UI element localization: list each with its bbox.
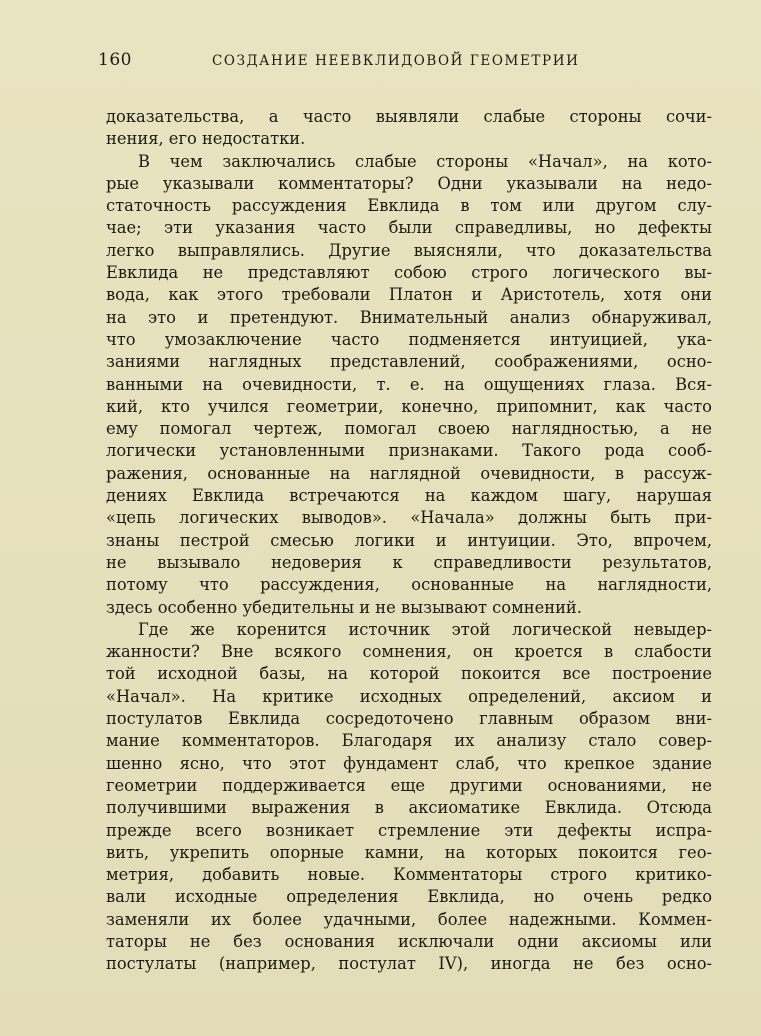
running-title: СОЗДАНИЕ НЕЕВКЛИДОВОЙ ГЕОМЕТРИИ [212, 53, 580, 69]
text-line: потому что рассуждения, основанные на наглядности, [106, 575, 712, 595]
text-line: что умозаключение часто подменяется интуицией, ука- [106, 329, 712, 349]
text-line: знаны пестрой смесью логики и интуиции. Это, впрочем, [106, 530, 712, 550]
text-line: доказательства, а часто выявляли слабые стороны сочи- [106, 107, 712, 126]
text-line: получившими выражения в аксиоматике Евклида. Отсюда [106, 798, 712, 818]
text-line: дениях Евклида встречаются на каждом шагу, нарушая [106, 486, 712, 506]
paragraph [106, 106, 712, 151]
text-line: постулаты (например, постулат IV), иногда не без осно- [106, 954, 712, 974]
text-line: шенно ясно, что этот фундамент слаб, что крепкое здание [106, 753, 712, 773]
text-line: ему помогал чертеж, помогал своею наглядностью, а не [106, 419, 712, 439]
text-line: вить, укрепить опорные камни, на которых покоится гео- [106, 842, 712, 862]
text-line: кий, кто учился геометрии, конечно, припомнит, как часто [106, 396, 712, 416]
text-line: заменяли их более удачными, более надежными. Коммен- [106, 909, 712, 929]
body-text [106, 106, 712, 976]
text-line: логически установленными признаками. Такого рода сооб- [106, 441, 712, 461]
text-line: жанности? Вне всякого сомнения, он кроется в слабости [106, 642, 712, 662]
text-line: «цепь логических выводов». «Начала» должны быть при- [106, 508, 712, 528]
text-line: мание комментаторов. Благодаря их анализу стало совер- [106, 731, 712, 751]
text-line: прежде всего возникает стремление эти дефекты испра- [106, 820, 712, 840]
text-line: заниями наглядных представлений, соображениями, осно- [106, 352, 712, 372]
text-line: нения, его недостатки. [106, 129, 306, 149]
text-line: вали исходные определения Евклида, но очень редко [106, 887, 712, 907]
text-line: Где же коренится источник этой логической невыдер- [138, 619, 712, 639]
paragraph [106, 619, 712, 976]
paragraph [106, 151, 712, 619]
text-line: рые указывали комментаторы? Одни указывали на недо- [106, 173, 712, 193]
text-line: легко выправлялись. Другие выясняли, что доказательства [106, 240, 712, 260]
page-number: 160 [98, 50, 132, 70]
text-line: таторы не без основания исключали одни аксиомы или [106, 931, 712, 951]
text-line: Евклида не представляют собою строго логического вы- [106, 263, 712, 283]
text-line: ванными на очевидности, т. е. на ощущениях глаза. Вся- [106, 374, 712, 394]
text-line: геометрии поддерживается еще другими основаниями, не [106, 775, 712, 795]
text-line: не вызывало недоверия к справедливости результатов, [106, 552, 712, 572]
text-line: «Начал». На критике исходных определений, аксиом и [106, 686, 712, 706]
text-line: статочность рассуждения Евклида в том или другом слу- [106, 196, 712, 216]
running-header [98, 50, 710, 74]
text-line: вода, как этого требовали Платон и Аристотель, хотя они [106, 285, 712, 305]
text-line: на это и претендуют. Внимательный анализ обнаруживал, [106, 307, 712, 327]
text-line: чае; эти указания часто были справедливы, но дефекты [106, 218, 712, 238]
text-line: В чем заключались слабые стороны «Начал», на кото- [138, 151, 712, 171]
text-line: постулатов Евклида сосредоточено главным образом вни- [106, 709, 712, 729]
text-line: ражения, основанные на наглядной очевидности, в рассуж- [106, 463, 712, 483]
text-line: той исходной базы, на которой покоится все построение [106, 664, 712, 684]
text-line: здесь особенно убедительны и не вызывают сомнений. [106, 597, 582, 617]
text-line: метрия, добавить новые. Комментаторы строго критико- [106, 865, 712, 885]
